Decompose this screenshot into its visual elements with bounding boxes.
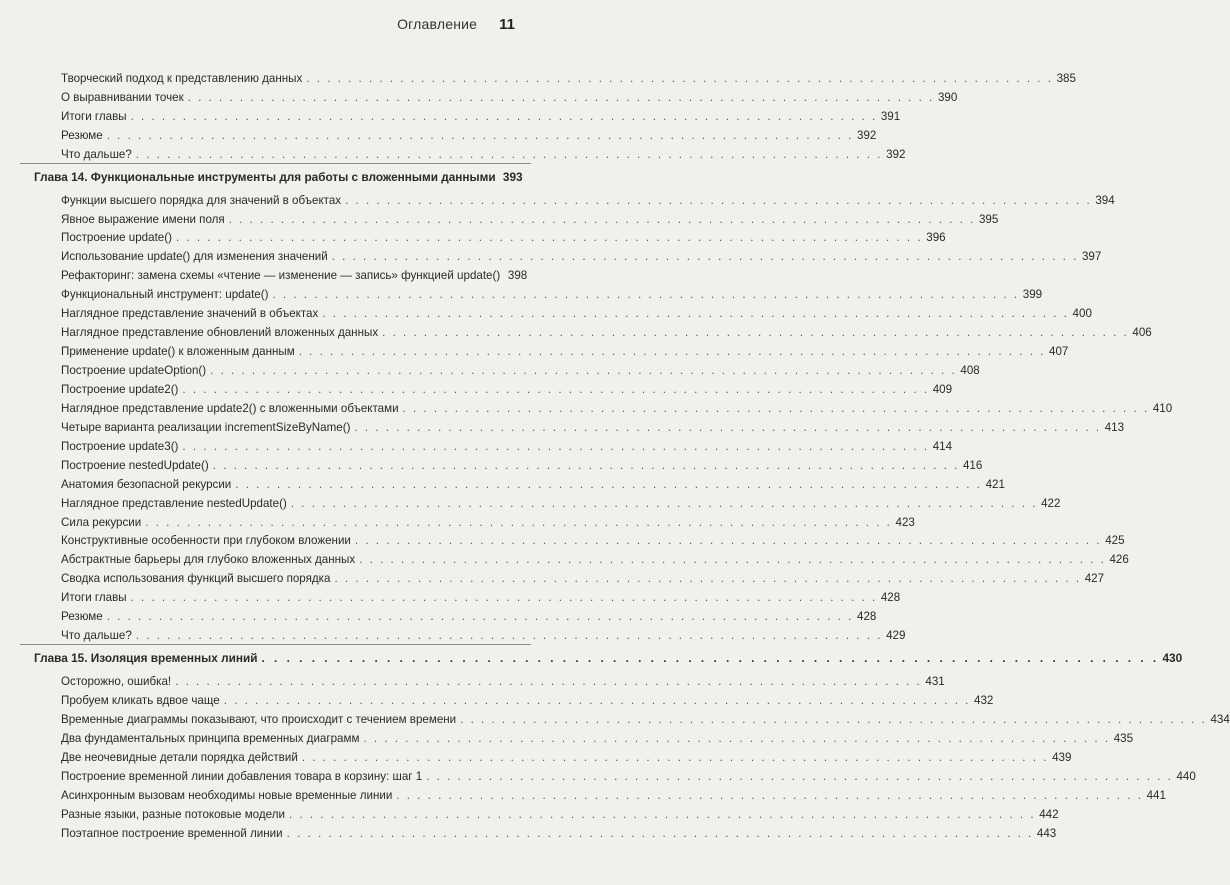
toc-entry-row[interactable] — [0, 585, 901, 605]
entry-title: Пробуем кликать вдвое чаще — [61, 693, 220, 707]
toc-entry-row[interactable] — [0, 66, 1076, 85]
toc-entry-row[interactable] — [0, 745, 1072, 764]
dot-leader: . . . . . . . . . . . . . . . . . . . . . . . . . . . . . . . . . . . . . . . . . . . . . . . . . . . . . . . . . . . . . . . . . . . . . . . . — [306, 71, 1053, 85]
toc-entry-row[interactable] — [0, 623, 906, 643]
entry-page-number: 429 — [886, 629, 906, 643]
entry-page-number: 427 — [1084, 572, 1105, 586]
dot-leader: . . . . . . . . . . . . . . . . . . . . . . . . . . . . . . . . . . . . . . . . . . . . . . . . . . . . . . . . . . . . . . . . . . . . . . . . — [272, 288, 1020, 302]
entry-title: Конструктивные особенности при глубоком вложении — [61, 534, 351, 548]
entry-title: Творческий подход к представлению данных — [61, 71, 303, 85]
toc-entry-row[interactable] — [0, 547, 1129, 567]
entry-title: Что дальше? — [61, 147, 132, 161]
toc-entry-row[interactable] — [0, 358, 980, 377]
toc-entry-row[interactable] — [0, 726, 1134, 745]
entry-page-number: 395 — [978, 212, 999, 226]
dot-leader: . . . . . . . . . . . . . . . . . . . . . . . . . . . . . . . . . . . . . . . . . . . . . . . . . . . . . . . . . . . . . . . . . . . . . . . . — [331, 250, 1079, 264]
entry-page-number: 406 — [1132, 326, 1152, 340]
entry-page-number: 435 — [1113, 731, 1134, 745]
entry-page-number: 392 — [886, 147, 906, 161]
entry-page-number: 432 — [974, 693, 994, 707]
entry-page-number: 442 — [1039, 807, 1059, 821]
entry-title: Что дальше? — [61, 629, 132, 643]
entry-page-number: 441 — [1146, 788, 1166, 802]
toc-entry-row[interactable] — [0, 669, 945, 688]
chapter-title: Глава 15. Изоляция временных линий — [34, 651, 258, 666]
toc-entry-row[interactable] — [0, 802, 1059, 821]
dot-leader: . . . . . . . . . . . . . . . . . . . . . . . . . . . . . . . . . . . . . . . . . . . . . . . . . . . . . . . . . . . . . . . . . . . . . . . . — [175, 231, 923, 245]
dot-leader: . . . . . . . . . . . . . . . . . . . . . . . . . . . . . . . . . . . . . . . . . . . . . . . . . . . . . . . . . . . . . . . . . . . . . . . . — [322, 307, 1069, 321]
chapter-title: Глава 14. Функциональные инструменты для работы с вложенными данными — [34, 169, 496, 184]
dot-leader: . . . . . . . . . . . . . . . . . . . . . . . . . . . . . . . . . . . . . . . . . . . . . . . . . . . . . . . . . . . . . . . . . . . . . . . . — [298, 345, 1046, 359]
dot-leader: . . . . . . . . . . . . . . . . . . . . . . . . . . . . . . . . . . . . . . . . . . . . . . . . . . . . . . . . . . . . . . . . . . . . . . . . — [402, 401, 1150, 415]
toc-entry-row[interactable] — [0, 244, 1102, 264]
dot-leader: . . . . . . . . . . . . . . . . . . . . . . . . . . . . . . . . . . . . . . . . . . . . . . . . . . . . . . . . . . . . . . . . . . . . . . . . — [223, 693, 971, 707]
entry-page-number: 391 — [880, 109, 901, 123]
dot-leader: . . . . . . . . . . . . . . . . . . . . . . . . . . . . . . . . . . . . . . . . . . . . . . . . . . . . . . . . . . . . . . . . . . . . . . . . — [286, 826, 1034, 840]
dot-leader: . . . . . . . . . . . . . . . . . . . . . . . . . . . . . . . . . . . . . . . . . . . . . . . . . . . . . . . . . . . . . . . . . . . . . . . . — [182, 382, 930, 396]
toc-chapter-row[interactable] — [0, 165, 549, 184]
toc-entry-row[interactable] — [0, 764, 1196, 783]
toc-entry-row[interactable] — [0, 453, 983, 472]
entry-title: Итоги главы — [61, 109, 127, 123]
entry-page-number: 396 — [926, 231, 946, 245]
entry-title: Четыре варианта реализации incrementSizeByName() — [61, 420, 351, 434]
entry-page-number: 443 — [1036, 826, 1057, 840]
toc-entry-row[interactable] — [0, 104, 901, 123]
toc-entry-row[interactable] — [0, 783, 1166, 802]
toc-entry-row[interactable] — [0, 85, 958, 104]
toc-entry-row[interactable] — [0, 320, 1152, 340]
dot-leader: . . . . . . . . . . . . . . . . . . . . . . . . . . . . . . . . . . . . . . . . . . . . . . . . . . . . . . . . . . . . . . . . . . . . . . . . — [130, 591, 878, 605]
entry-page-number: 390 — [937, 90, 958, 104]
entry-page-number: 414 — [932, 439, 953, 453]
page-header — [397, 16, 515, 33]
toc-entry-row[interactable] — [0, 472, 1005, 491]
entry-title: Наглядное представление обновлений вложенных данных — [61, 326, 379, 340]
entry-title: Функции высшего порядка для значений в объектах — [61, 193, 342, 207]
dot-leader: . . . . . . . . . . . . . . . . . . . . . . . . . . . . . . . . . . . . . . . . . . . . . . . . . . . . . . . . . . . . . . . . . . . . . . . . — [182, 439, 930, 453]
entry-title: Разные языки, разные потоковые модели — [61, 807, 285, 821]
toc-entry-row[interactable] — [0, 301, 1092, 321]
entry-title: Построение update3() — [61, 439, 179, 453]
dot-leader: . . . . . . . . . . . . . . . . . . . . . . . . . . . . . . . . . . . . . . . . . . . . . . . . . . . . . . . . . . . . . . . . . . . . . . . . — [187, 90, 935, 104]
entry-page-number: 385 — [1056, 71, 1076, 85]
dot-leader: . . . . . . . . . . . . . . . . . . . . . . . . . . . . . . . . . . . . . . . . . . . . . . . . . . . . . . . . . . . . . . . . . . . . . . . . — [210, 364, 957, 377]
toc-entry-row[interactable] — [0, 142, 906, 161]
entry-page-number: 431 — [925, 675, 945, 688]
toc-entry-row[interactable] — [0, 377, 953, 396]
entry-title: Наглядное представление update2() с вложенными объектами — [61, 401, 399, 415]
dot-leader: . . . . . . . . . . . . . . . . . . . . . . . . . . . . . . . . . . . . . . . . . . . . . . . . . . . . . . . . . . . . . . . . . . . . . . . . — [334, 572, 1082, 586]
dot-leader: . . . . . . . . . . . . . . . . . . . . . . . . . . . . . . . . . . . . . . . . . . . . . . . . . . . . . . . . . . . . . . . . . . . . . . . . — [135, 147, 883, 161]
dot-leader: . . . . . . . . . . . . . . . . . . . . . . . . . . . . . . . . . . . . . . . . . . . . . . . . . . . . . . . . . . . . . . . . . . . . . . . . — [145, 515, 892, 529]
entry-title: Наглядное представление nestedUpdate() — [61, 496, 287, 510]
entry-title: Две неочевидные детали порядка действий — [61, 750, 298, 764]
dot-leader: . . . . . . . . . . . . . . . . . . . . . . . . . . . . . . . . . . . . . . . . . . . . . . . . . . . . . . . . . . . . . . . . . . . . . . . . — [130, 109, 878, 123]
entry-title: Применение update() к вложенным данным — [61, 345, 295, 359]
entry-page-number: 430 — [1162, 651, 1183, 666]
dot-leader: . . . . . . . . . . . . . . . . . . . . . . . . . . . . . . . . . . . . . . . . . . . . . . . . . . . . . . . . . . . . . . . . . . . . . . . . — [288, 807, 1036, 821]
dot-leader: . . . . . . . . . . . . . . . . . . . . . . . . . . . . . . . . . . . . . . . . . . . . . . . . . . . . . . . . . . . . . . . . . . . . . . . . — [354, 534, 1102, 548]
entry-title: Поэтапное построение временной линии — [61, 826, 283, 840]
dot-leader: . . . . . . . . . . . . . . . . . . . . . . . . . . . . . . . . . . . . . . . . . . . . . . . . . . . . . . . . . . . . . . . . . . . . . . . . — [301, 750, 1049, 764]
dot-leader: . . . . . . . . . . . . . . . . . . . . . . . . . . . . . . . . . . . . . . . . . . . . . . . . . . . . . . . . . . . . . . . . . . . . . . . . — [363, 731, 1111, 745]
dot-leader: . . . . . . . . . . . . . . . . . . . . . . . . . . . . . . . . . . . . . . . . . . . . . . . . . . . . . . . . . . . . . . . . . . . . . . . . — [290, 496, 1038, 510]
toc-entry-row[interactable] — [0, 339, 1069, 359]
entry-page-number: 399 — [1022, 288, 1043, 302]
dot-leader: . . . . . . . . . . . . . . . . . . . . . . . . . . . . . . . . . . . . . . . . . . . . . . . . . . . . . . . . . . . . . . . . . . . . . . . . — [135, 629, 883, 643]
entry-title: Наглядное представление значений в объектах — [61, 307, 319, 321]
dot-leader: . . . . . . . . . . . . . . . . . . . . . . . . . . . . . . . . . . . . . . . . . . . . . . . . . . . . . . . . . . . . . . . . . . . . . . . . — [354, 420, 1102, 434]
toc-entry-row[interactable] — [0, 688, 994, 707]
toc-entry-row[interactable] — [0, 123, 877, 142]
toc-entry-row[interactable] — [0, 207, 999, 226]
entry-title: Абстрактные барьеры для глубоко вложенных данных — [61, 553, 356, 567]
entry-page-number: 416 — [962, 458, 983, 472]
entry-title: Построение временной линии добавления товара в корзину: шаг 1 — [61, 769, 423, 783]
entry-title: Сила рекурсии — [61, 515, 142, 529]
entry-title: Построение update() — [61, 231, 172, 245]
entry-page-number: 426 — [1109, 553, 1129, 567]
toc-entry-row[interactable] — [0, 604, 877, 624]
dot-leader: . . . . . . . . . . . . . . . . . . . . . . . . . . . . . . . . . . . . . . . . . . . . . . . . . . . . . . . . . . . . . . . . . . . . . . . . — [175, 675, 922, 688]
entry-title: Резюме — [61, 610, 103, 624]
entry-page-number: 392 — [857, 128, 877, 142]
entry-title: Построение updateOption() — [61, 364, 207, 377]
entry-page-number: 428 — [857, 610, 877, 624]
entry-page-number: 393 — [502, 169, 523, 184]
entry-page-number: 421 — [985, 477, 1005, 491]
toc-entry-row[interactable] — [0, 263, 549, 282]
chapter-divider — [20, 163, 531, 164]
entry-page-number: 440 — [1176, 769, 1196, 783]
toc-entry-row[interactable] — [0, 434, 953, 453]
dot-leader: . . . . . . . . . . . . . . . . . . . . . . . . . . . . . . . . . . . . . . . . . . . . . . . . . . . . . . . . . . . . . . . . . . . . . . . . — [212, 458, 960, 472]
entry-title: Построение nestedUpdate() — [61, 458, 209, 472]
toc-entry-row[interactable] — [0, 491, 1061, 510]
entry-page-number: 439 — [1052, 750, 1072, 764]
dot-leader: . . . . . . . . . . . . . . . . . . . . . . . . . . . . . . . . . . . . . . . . . . . . . . . . . . . . . . . . . . . . . . . . . . . . . . . . — [106, 128, 854, 142]
entry-page-number: 410 — [1152, 401, 1173, 415]
toc-entry-row[interactable] — [0, 566, 1105, 586]
page-number: 11 — [499, 16, 515, 33]
entry-page-number: 413 — [1104, 420, 1125, 434]
entry-title: Анатомия безопасной рекурсии — [61, 477, 232, 491]
dot-leader: . . . . . . . . . . . . . . . . . . . . . . . . . . . . . . . . . . . . . . . . . . . . . . . . . . . . . . . . . . . . . . . . . . . . . . . . — [382, 326, 1129, 340]
entry-page-number: 409 — [932, 382, 953, 396]
entry-title: Явное выражение имени поля — [61, 212, 225, 226]
dot-leader: . . . . . . . . . . . . . . . . . . . . . . . . . . . . . . . . . . . . . . . . . . . . . . . . . . . . . . . . . . . . . . . . . . . . . . . . — [396, 788, 1143, 802]
toc-entry-row[interactable] — [0, 226, 946, 245]
entry-page-number: 434 — [1210, 712, 1230, 726]
chapter-divider — [20, 644, 531, 645]
toc-chapter-row[interactable] — [0, 646, 1183, 666]
entry-title: Сводка использования функций высшего порядка — [61, 572, 331, 586]
dot-leader: . . . . . . . . . . . . . . . . . . . . . . . . . . . . . . . . . . . . . . . . . . . . . . . . . . . . . . . . . . . . . . . . . . . . . . . . — [235, 477, 982, 491]
entry-page-number: 428 — [880, 591, 901, 605]
running-header-title: Оглавление — [397, 16, 478, 32]
dot-leader: . . . . . . . . . . . . . . . . . . . . . . . . . . . . . . . . . . . . . . . . . . . . . . . . . . . . . . . . . . . . . . . . . . . . . . . . — [106, 610, 854, 624]
entry-page-number: 398 — [507, 269, 528, 283]
toc-entry-row[interactable] — [0, 415, 1125, 434]
toc-entry-row[interactable] — [0, 188, 1115, 207]
entry-page-number: 408 — [960, 364, 980, 377]
entry-page-number: 394 — [1095, 193, 1115, 207]
dot-leader: . . . . . . . . . . . . . . . . . . . . . . . . . . . . . . . . . . . . . . . . . . . . . . . . . . . . . . . . . . . . . . . . . . . . . . . . — [261, 651, 1160, 666]
dot-leader: . . . . . . . . . . . . . . . . . . . . . . . . . . . . . . . . . . . . . . . . . . . . . . . . . . . . . . . . . . . . . . . . . . . . . . . . — [426, 769, 1173, 783]
entry-title: О выравнивании точек — [61, 90, 184, 104]
toc-entry-row[interactable] — [0, 821, 1057, 840]
dot-leader: . . . . . . . . . . . . . . . . . . . . . . . . . . . . . . . . . . . . . . . . . . . . . . . . . . . . . . . . . . . . . . . . . . . . . . . . — [460, 712, 1207, 726]
entry-page-number: 397 — [1081, 250, 1102, 264]
toc-entry-row[interactable] — [0, 396, 1173, 415]
dot-leader: . . . . . . . . . . . . . . . . . . . . . . . . . . . . . . . . . . . . . . . . . . . . . . . . . . . . . . . . . . . . . . . . . . . . . . . . — [228, 212, 976, 226]
entry-title: Асинхронным вызовам необходимы новые временные линии — [61, 788, 393, 802]
toc-entry-row[interactable] — [0, 282, 1043, 302]
entry-page-number: 422 — [1041, 496, 1061, 510]
dot-leader: . . . . . . . . . . . . . . . . . . . . . . . . . . . . . . . . . . . . . . . . . . . . . . . . . . . . . . . . . . . . . . . . . . . . . . . . — [359, 553, 1106, 567]
entry-page-number: 407 — [1049, 345, 1069, 359]
entry-title: Итоги главы — [61, 591, 127, 605]
toc-entry-row[interactable] — [0, 707, 1230, 726]
entry-page-number: 400 — [1072, 307, 1092, 321]
entry-title: Временные диаграммы показывают, что происходит с течением времени — [61, 712, 457, 726]
entry-title: Использование update() для изменения значений — [61, 250, 328, 264]
entry-title: Два фундаментальных принципа временных диаграмм — [61, 731, 360, 745]
table-of-contents — [0, 66, 1230, 840]
entry-title: Резюме — [61, 128, 103, 142]
dot-leader: . . . . . . . . . . . . . . . . . . . . . . . . . . . . . . . . . . . . . . . . . . . . . . . . . . . . . . . . . . . . . . . . . . . . . . . . — [345, 193, 1092, 207]
entry-page-number: 423 — [895, 515, 915, 529]
entry-title: Осторожно, ошибка! — [61, 675, 172, 688]
entry-title: Рефакторинг: замена схемы «чтение — изменение — запись» функцией update() — [61, 269, 501, 283]
entry-title: Функциональный инструмент: update() — [61, 288, 269, 302]
toc-entry-row[interactable] — [0, 529, 1125, 548]
entry-page-number: 425 — [1105, 534, 1125, 548]
toc-entry-row[interactable] — [0, 510, 915, 529]
entry-title: Построение update2() — [61, 382, 179, 396]
